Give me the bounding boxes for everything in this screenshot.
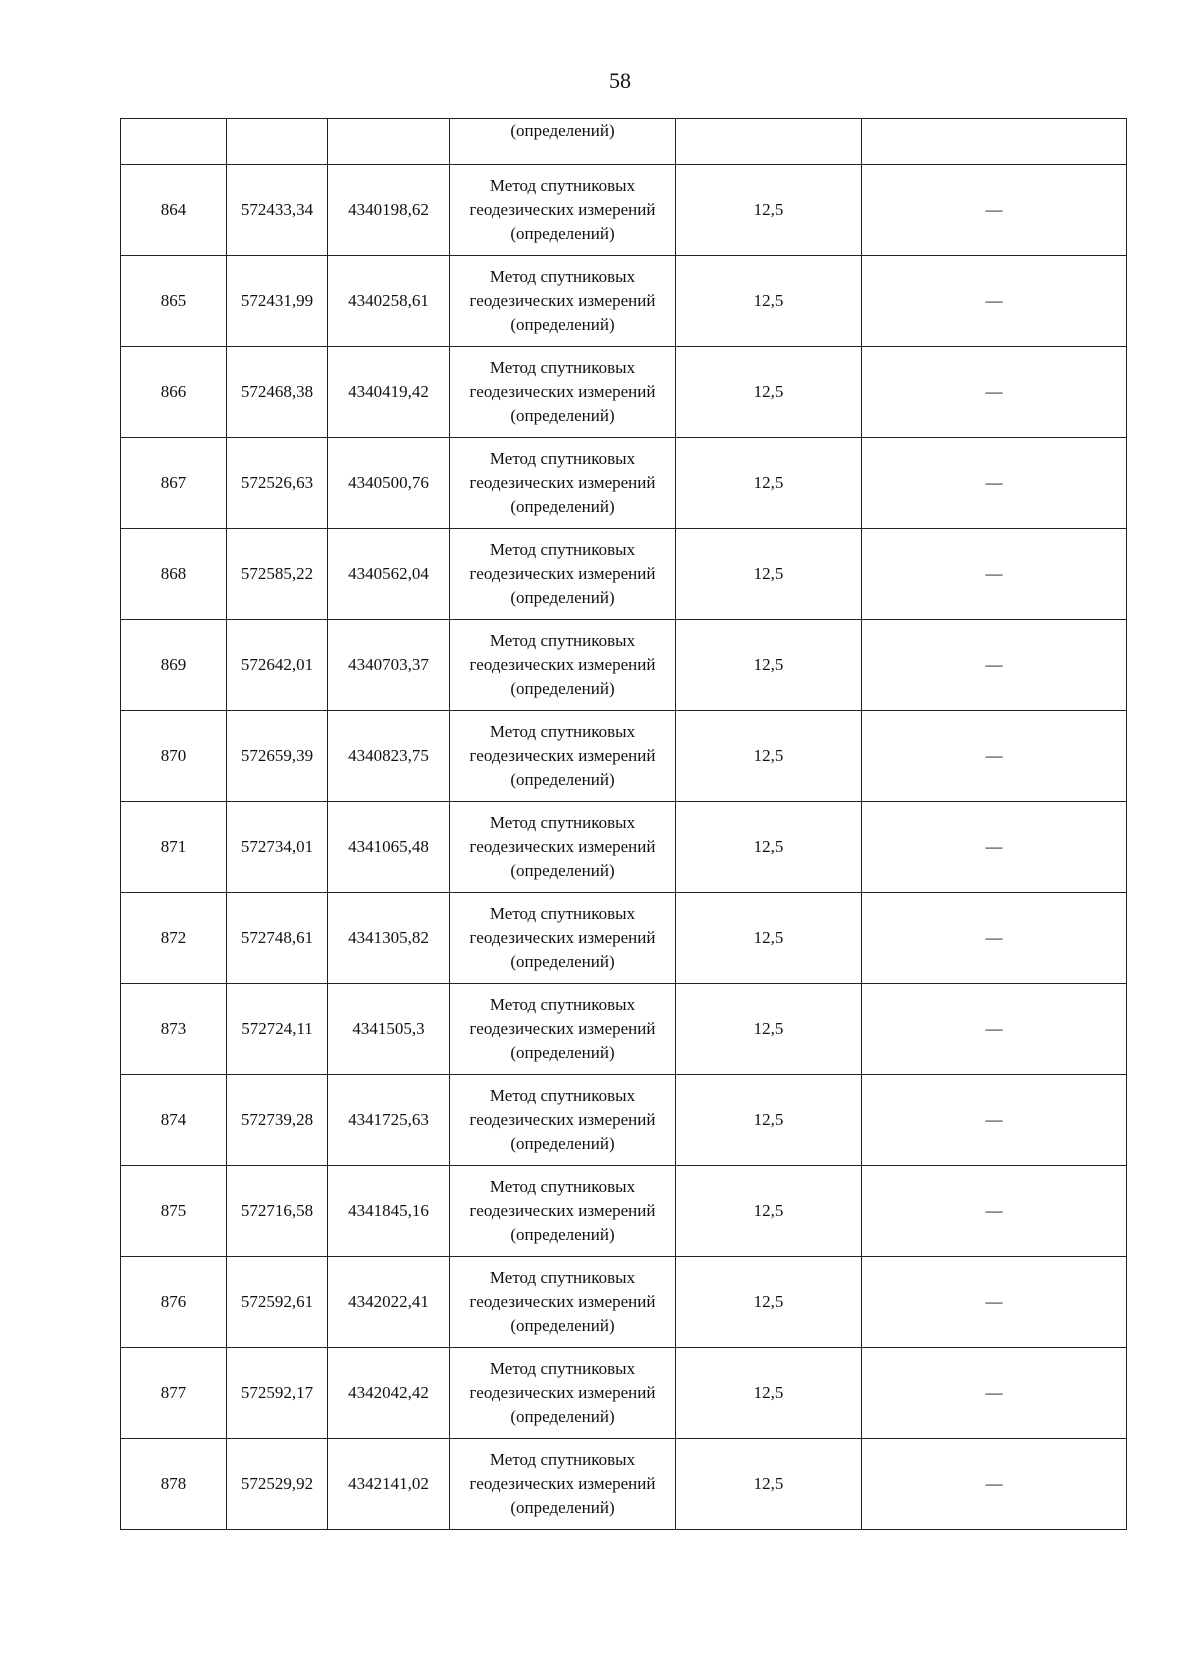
note-cell: — bbox=[862, 1348, 1127, 1439]
method-line: геодезических измерений bbox=[469, 473, 656, 492]
accuracy-cell: 12,5 bbox=[676, 529, 862, 620]
note-cell: — bbox=[862, 165, 1127, 256]
x-coordinate-cell: 572526,63 bbox=[227, 438, 328, 529]
y-coordinate-cell: 4341505,3 bbox=[328, 984, 450, 1075]
note-cell: — bbox=[862, 1439, 1127, 1530]
method-cell bbox=[450, 1348, 676, 1439]
note-cell: — bbox=[862, 893, 1127, 984]
method-line: геодезических измерений bbox=[469, 655, 656, 674]
y-coordinate-cell: 4342042,42 bbox=[328, 1348, 450, 1439]
method-line: Метод спутниковых bbox=[489, 722, 636, 741]
method-line: геодезических измерений bbox=[469, 746, 656, 765]
method-line: (определений) bbox=[510, 1316, 615, 1335]
method-line: Метод спутниковых bbox=[489, 1268, 636, 1287]
y-coordinate-cell: 4341725,63 bbox=[328, 1075, 450, 1166]
method-line: (определений) bbox=[510, 588, 615, 607]
point-number-cell: 877 bbox=[121, 1348, 227, 1439]
method-line: Метод спутниковых bbox=[489, 904, 636, 923]
note-cell: — bbox=[862, 529, 1127, 620]
accuracy-cell: 12,5 bbox=[676, 1075, 862, 1166]
note-cell: — bbox=[862, 438, 1127, 529]
method-line: (определений) bbox=[510, 952, 615, 971]
point-number-cell: 876 bbox=[121, 1257, 227, 1348]
y-coordinate-cell: 4340500,76 bbox=[328, 438, 450, 529]
method-line: геодезических измерений bbox=[469, 1110, 656, 1129]
accuracy-cell: 12,5 bbox=[676, 256, 862, 347]
table-body bbox=[121, 119, 1127, 1530]
method-line: геодезических измерений bbox=[469, 837, 656, 856]
method-line: (определений) bbox=[510, 1407, 615, 1426]
table-row bbox=[121, 893, 1127, 984]
accuracy-cell: 12,5 bbox=[676, 1166, 862, 1257]
point-number-cell: 873 bbox=[121, 984, 227, 1075]
note-cell: — bbox=[862, 711, 1127, 802]
note-cell: — bbox=[862, 256, 1127, 347]
note-cell: — bbox=[862, 1257, 1127, 1348]
method-line: геодезических измерений bbox=[469, 1474, 656, 1493]
method-line: геодезических измерений bbox=[469, 564, 656, 583]
y-coordinate-cell: 4341305,82 bbox=[328, 893, 450, 984]
x-coordinate-cell: 572716,58 bbox=[227, 1166, 328, 1257]
table-row bbox=[121, 1439, 1127, 1530]
page-number: 58 bbox=[609, 68, 631, 93]
method-line: Метод спутниковых bbox=[489, 1086, 636, 1105]
y-coordinate-cell: 4341845,16 bbox=[328, 1166, 450, 1257]
method-cell bbox=[450, 165, 676, 256]
accuracy-cell: 12,5 bbox=[676, 620, 862, 711]
method-line: геодезических измерений bbox=[469, 1019, 656, 1038]
method-cell bbox=[450, 984, 676, 1075]
table-row bbox=[121, 438, 1127, 529]
table-row bbox=[121, 256, 1127, 347]
y-coordinate-cell: 4341065,48 bbox=[328, 802, 450, 893]
method-line: Метод спутниковых bbox=[489, 995, 636, 1014]
method-cell bbox=[450, 1075, 676, 1166]
method-line: геодезических измерений bbox=[469, 1383, 656, 1402]
y-coordinate-cell: 4340703,37 bbox=[328, 620, 450, 711]
accuracy-cell: 12,5 bbox=[676, 347, 862, 438]
method-line: геодезических измерений bbox=[469, 928, 656, 947]
accuracy-cell: 12,5 bbox=[676, 1439, 862, 1530]
x-coordinate-cell: 572468,38 bbox=[227, 347, 328, 438]
x-coordinate-cell: 572734,01 bbox=[227, 802, 328, 893]
point-number-cell: 867 bbox=[121, 438, 227, 529]
method-line: Метод спутниковых bbox=[489, 1177, 636, 1196]
method-line: Метод спутниковых bbox=[489, 813, 636, 832]
table-row bbox=[121, 1348, 1127, 1439]
accuracy-cell: 12,5 bbox=[676, 711, 862, 802]
point-number-cell: 865 bbox=[121, 256, 227, 347]
table-row bbox=[121, 347, 1127, 438]
method-line: Метод спутниковых bbox=[489, 267, 636, 286]
table-row bbox=[121, 529, 1127, 620]
y-coordinate-cell: 4340198,62 bbox=[328, 165, 450, 256]
method-line: геодезических измерений bbox=[469, 200, 656, 219]
table-cell bbox=[676, 119, 862, 165]
point-number-cell: 869 bbox=[121, 620, 227, 711]
method-line: (определений) bbox=[510, 315, 615, 334]
x-coordinate-cell: 572739,28 bbox=[227, 1075, 328, 1166]
x-coordinate-cell: 572642,01 bbox=[227, 620, 328, 711]
method-cell bbox=[450, 529, 676, 620]
note-cell: — bbox=[862, 620, 1127, 711]
y-coordinate-cell: 4340419,42 bbox=[328, 347, 450, 438]
coordinates-table bbox=[120, 118, 1127, 1530]
y-coordinate-cell: 4342141,02 bbox=[328, 1439, 450, 1530]
method-cell bbox=[450, 438, 676, 529]
accuracy-cell: 12,5 bbox=[676, 438, 862, 529]
method-line: Метод спутниковых bbox=[489, 358, 636, 377]
method-line: (определений) bbox=[510, 679, 615, 698]
table-cell bbox=[328, 119, 450, 165]
method-line: (определений) bbox=[510, 1225, 615, 1244]
x-coordinate-cell: 572431,99 bbox=[227, 256, 328, 347]
x-coordinate-cell: 572592,61 bbox=[227, 1257, 328, 1348]
accuracy-cell: 12,5 bbox=[676, 1257, 862, 1348]
method-line: геодезических измерений bbox=[469, 291, 656, 310]
method-line: Метод спутниковых bbox=[489, 1450, 636, 1469]
note-cell: — bbox=[862, 1166, 1127, 1257]
method-line: геодезических измерений bbox=[469, 1201, 656, 1220]
method-cell bbox=[450, 1166, 676, 1257]
point-number-cell: 864 bbox=[121, 165, 227, 256]
note-cell: — bbox=[862, 802, 1127, 893]
point-number-cell: 871 bbox=[121, 802, 227, 893]
note-cell: — bbox=[862, 1075, 1127, 1166]
accuracy-cell: 12,5 bbox=[676, 984, 862, 1075]
method-line: геодезических измерений bbox=[469, 1292, 656, 1311]
method-cell bbox=[450, 256, 676, 347]
method-cell bbox=[450, 893, 676, 984]
method-line: (определений) bbox=[510, 1498, 615, 1517]
table-cell bbox=[862, 119, 1127, 165]
method-cell bbox=[450, 711, 676, 802]
method-line: Метод спутниковых bbox=[489, 1359, 636, 1378]
table-row bbox=[121, 1166, 1127, 1257]
method-line: (определений) bbox=[510, 224, 615, 243]
x-coordinate-cell: 572529,92 bbox=[227, 1439, 328, 1530]
method-cell bbox=[450, 1257, 676, 1348]
table-cell bbox=[227, 119, 328, 165]
point-number-cell: 870 bbox=[121, 711, 227, 802]
x-coordinate-cell: 572724,11 bbox=[227, 984, 328, 1075]
method-continuation-cell: (определений) bbox=[450, 119, 676, 165]
method-line: (определений) bbox=[510, 1043, 615, 1062]
point-number-cell: 874 bbox=[121, 1075, 227, 1166]
y-coordinate-cell: 4340562,04 bbox=[328, 529, 450, 620]
x-coordinate-cell: 572592,17 bbox=[227, 1348, 328, 1439]
x-coordinate-cell: 572748,61 bbox=[227, 893, 328, 984]
method-line: геодезических измерений bbox=[469, 382, 656, 401]
x-coordinate-cell: 572659,39 bbox=[227, 711, 328, 802]
continuation-row bbox=[121, 119, 1127, 165]
accuracy-cell: 12,5 bbox=[676, 165, 862, 256]
point-number-cell: 866 bbox=[121, 347, 227, 438]
table-row bbox=[121, 1257, 1127, 1348]
method-line: Метод спутниковых bbox=[489, 449, 636, 468]
y-coordinate-cell: 4340258,61 bbox=[328, 256, 450, 347]
note-cell: — bbox=[862, 984, 1127, 1075]
table-row bbox=[121, 711, 1127, 802]
x-coordinate-cell: 572585,22 bbox=[227, 529, 328, 620]
y-coordinate-cell: 4342022,41 bbox=[328, 1257, 450, 1348]
method-line: Метод спутниковых bbox=[489, 631, 636, 650]
table-row bbox=[121, 1075, 1127, 1166]
point-number-cell: 868 bbox=[121, 529, 227, 620]
method-cell bbox=[450, 620, 676, 711]
x-coordinate-cell: 572433,34 bbox=[227, 165, 328, 256]
method-line: Метод спутниковых bbox=[489, 176, 636, 195]
table-row bbox=[121, 984, 1127, 1075]
point-number-cell: 875 bbox=[121, 1166, 227, 1257]
table-row bbox=[121, 620, 1127, 711]
method-line: (определений) bbox=[510, 861, 615, 880]
accuracy-cell: 12,5 bbox=[676, 893, 862, 984]
method-line: (определений) bbox=[510, 497, 615, 516]
method-line: (определений) bbox=[510, 1134, 615, 1153]
point-number-cell: 878 bbox=[121, 1439, 227, 1530]
method-cell bbox=[450, 347, 676, 438]
y-coordinate-cell: 4340823,75 bbox=[328, 711, 450, 802]
method-line: Метод спутниковых bbox=[489, 540, 636, 559]
method-cell bbox=[450, 1439, 676, 1530]
method-cell bbox=[450, 802, 676, 893]
table-cell bbox=[121, 119, 227, 165]
accuracy-cell: 12,5 bbox=[676, 802, 862, 893]
method-line: (определений) bbox=[510, 406, 615, 425]
table-row bbox=[121, 802, 1127, 893]
method-line: (определений) bbox=[510, 770, 615, 789]
point-number-cell: 872 bbox=[121, 893, 227, 984]
accuracy-cell: 12,5 bbox=[676, 1348, 862, 1439]
table-row bbox=[121, 165, 1127, 256]
note-cell: — bbox=[862, 347, 1127, 438]
